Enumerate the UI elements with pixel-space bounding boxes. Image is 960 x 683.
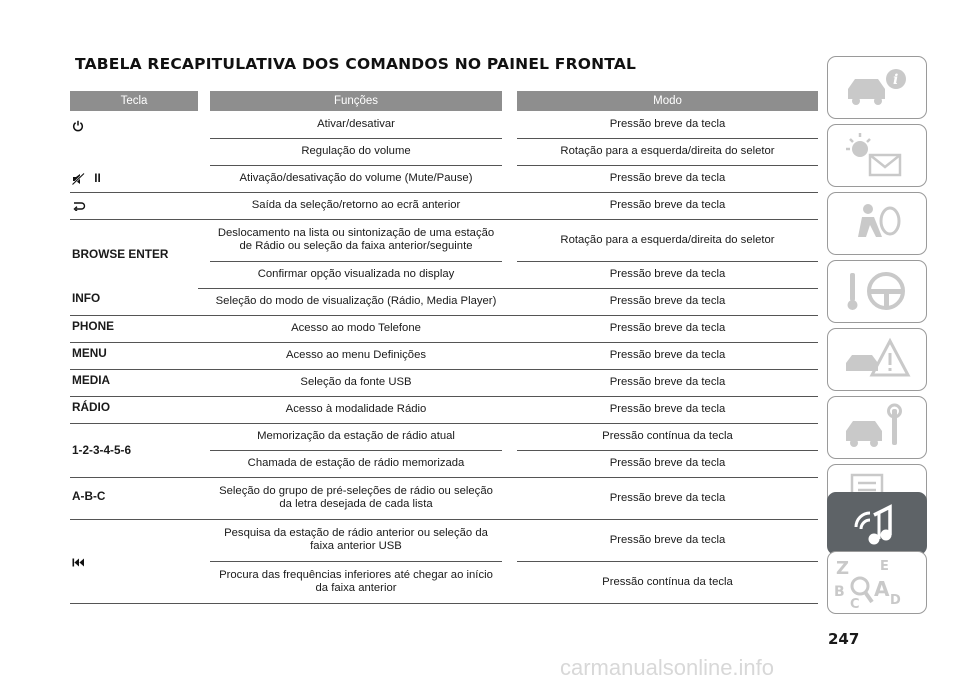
table-row xyxy=(70,477,818,519)
power-mode-1: Pressão breve da tecla xyxy=(517,111,818,138)
phone-mode: Pressão breve da tecla xyxy=(517,315,818,342)
side-tab-warnings[interactable] xyxy=(827,124,927,187)
presets-function-2: Chamada de estação de rádio memorizada xyxy=(210,450,502,477)
side-tab-maintenance[interactable] xyxy=(827,396,927,459)
info-mode: Pressão breve da tecla xyxy=(517,288,818,315)
prev-function-1: Pesquisa da estação de rádio anterior ou seleção da faixa anterior USB xyxy=(210,519,502,561)
browse-mode-2: Pressão breve da tecla xyxy=(517,261,818,288)
prev-mode-2: Pressão contínua da tecla xyxy=(517,561,818,603)
browse-function-1: Deslocamento na lista ou sintonização de uma estação de Rádio ou seleção da faixa anterior/seguinte xyxy=(210,219,502,261)
mute-key-suffix: II xyxy=(94,170,101,185)
prev-function-2: Procura das frequências inferiores até chegar ao início da faixa anterior xyxy=(210,561,502,603)
footer-watermark: carmanualsonline.info xyxy=(560,655,775,680)
table-row xyxy=(70,111,818,138)
side-tab-safety[interactable] xyxy=(827,192,927,255)
svg-text:A: A xyxy=(874,577,890,601)
warning-lights-icon xyxy=(828,125,928,188)
mute-key xyxy=(70,165,198,192)
info-function: Seleção do modo de visualização (Rádio, Media Player) xyxy=(210,288,502,315)
dashboard-info-icon xyxy=(828,57,928,120)
radio-mode: Pressão breve da tecla xyxy=(517,396,818,423)
browse-key: BROWSE ENTER xyxy=(72,246,169,261)
presets-key: 1-2-3-4-5-6 xyxy=(70,423,198,477)
back-mode: Pressão breve da tecla xyxy=(517,192,818,219)
header-key: Tecla xyxy=(70,91,198,111)
presets-mode-1: Pressão contínua da tecla xyxy=(517,423,818,450)
table-row xyxy=(70,165,818,192)
phone-function: Acesso ao modo Telefone xyxy=(210,315,502,342)
power-icon xyxy=(72,120,84,132)
side-tab-index[interactable] xyxy=(827,551,927,614)
table-row xyxy=(70,192,818,219)
side-tab-multimedia[interactable] xyxy=(827,492,927,555)
commands-table xyxy=(70,91,818,604)
power-function-1: Ativar/desativar xyxy=(210,111,502,138)
table-row xyxy=(70,219,818,261)
media-mode: Pressão breve da tecla xyxy=(517,369,818,396)
media-key: MEDIA xyxy=(70,369,198,396)
svg-text:E: E xyxy=(880,559,889,574)
menu-mode: Pressão breve da tecla xyxy=(517,342,818,369)
car-maintenance-icon xyxy=(828,397,928,460)
table-row xyxy=(70,423,818,450)
back-function: Saída da seleção/retorno ao ecrã anterior xyxy=(210,192,502,219)
side-tab-emergency[interactable] xyxy=(827,328,927,391)
abc-function: Seleção do grupo de pré-seleções de rádio ou seleção da letra desejada de cada lista xyxy=(210,477,502,519)
info-key: INFO xyxy=(70,288,198,315)
side-tab-controls[interactable] xyxy=(827,260,927,323)
menu-key: MENU xyxy=(70,342,198,369)
svg-text:Z: Z xyxy=(836,558,850,579)
mute-function: Ativação/desativação do volume (Mute/Pause) xyxy=(210,165,502,192)
table-row xyxy=(70,369,818,396)
prev-key xyxy=(70,519,198,603)
mute-mode: Pressão breve da tecla xyxy=(517,165,818,192)
abc-key: A-B-C xyxy=(70,477,198,519)
abc-mode: Pressão breve da tecla xyxy=(517,477,818,519)
index-icon xyxy=(828,552,928,615)
page-number: 247 xyxy=(828,630,860,648)
power-function-2: Regulação do volume xyxy=(210,138,502,165)
power-mode-2: Rotação para a esquerda/direita do seletor xyxy=(517,138,818,165)
table-row xyxy=(70,342,818,369)
back-arrow-icon xyxy=(72,200,86,211)
page-title: TABELA RECAPITULATIVA DOS COMANDOS NO PAINEL FRONTAL xyxy=(75,55,637,73)
table-row xyxy=(70,288,818,315)
menu-function: Acesso ao menu Definições xyxy=(210,342,502,369)
browse-function-2: Confirmar opção visualizada no display xyxy=(210,261,502,288)
mute-speaker-icon xyxy=(72,173,85,185)
header-mode: Modo xyxy=(517,91,818,111)
emergency-triangle-icon xyxy=(828,329,928,392)
svg-text:D: D xyxy=(890,593,901,608)
back-key xyxy=(70,192,198,219)
phone-key: PHONE xyxy=(70,315,198,342)
svg-text:B: B xyxy=(834,584,845,600)
radio-function: Acesso à modalidade Rádio xyxy=(210,396,502,423)
side-tab-dashboard[interactable] xyxy=(827,56,927,119)
previous-track-icon xyxy=(72,558,85,567)
table-header-row xyxy=(70,91,818,111)
prev-mode-1: Pressão breve da tecla xyxy=(517,519,818,561)
presets-function-1: Memorização da estação de rádio atual xyxy=(210,423,502,450)
table-row xyxy=(70,315,818,342)
svg-text:i: i xyxy=(893,72,899,88)
media-function: Seleção da fonte USB xyxy=(210,369,502,396)
svg-text:C: C xyxy=(850,597,860,612)
browse-mode-1: Rotação para a esquerda/direita do seletor xyxy=(517,219,818,261)
power-key xyxy=(70,111,198,165)
table-row xyxy=(70,519,818,561)
multimedia-icon xyxy=(828,493,928,556)
safety-airbag-icon xyxy=(828,193,928,256)
steering-wheel-key-icon xyxy=(828,261,928,324)
table-row xyxy=(70,396,818,423)
radio-key: RÁDIO xyxy=(70,396,198,423)
header-function: Funções xyxy=(210,91,502,111)
presets-mode-2: Pressão breve da tecla xyxy=(517,450,818,477)
